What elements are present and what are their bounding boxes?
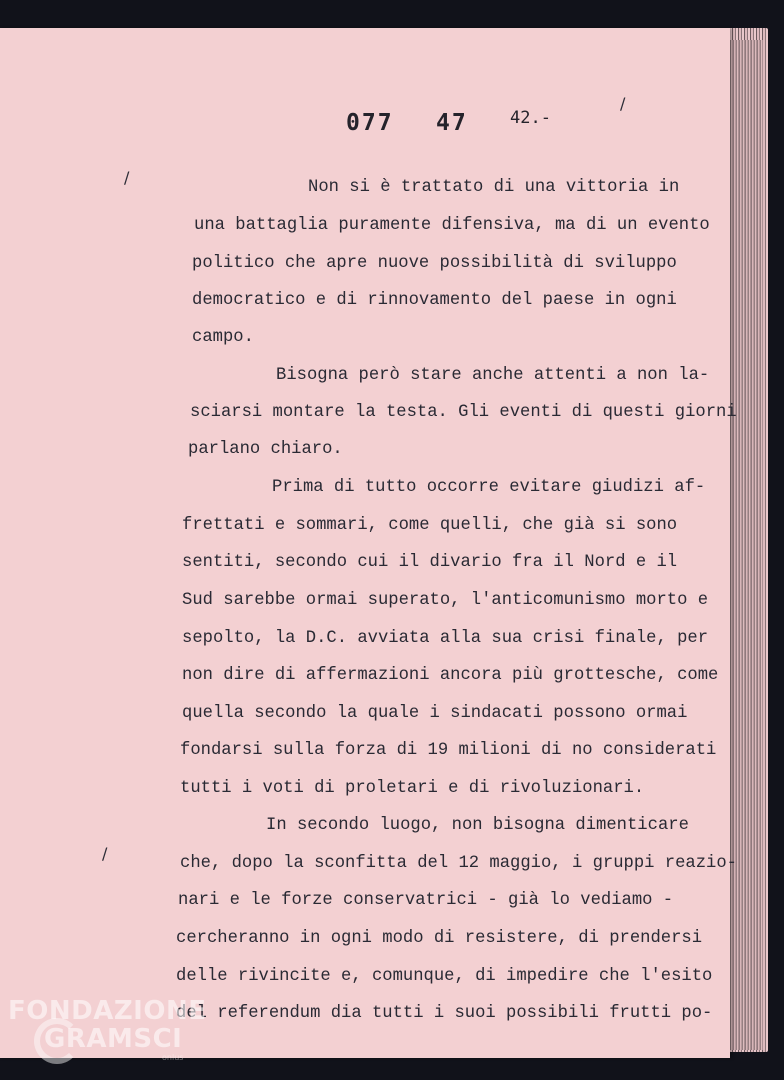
text-line: delle rivincite e, comunque, di impedire che l'esito (176, 967, 713, 986)
text-line: politico che apre nuove possibilità di sviluppo (192, 254, 677, 273)
watermark-small: onlus (162, 1053, 184, 1062)
text-line: quella secondo la quale i sindacati possono ormai (182, 704, 688, 723)
text-line: non dire di affermazioni ancora più grottesche, come (182, 666, 719, 685)
text-line: cercheranno in ogni modo di resistere, di prendersi (176, 929, 703, 948)
text-line: In secondo luogo, non bisogna dimenticare (266, 816, 689, 835)
archive-stamp-right: 47 (436, 110, 468, 136)
page-reference: 42.- (510, 108, 551, 128)
text-line: democratico e di rinnovamento del paese in ogni (192, 291, 677, 310)
text-line: tutti i voti di proletari e di rivoluzionari. (180, 779, 645, 798)
text-line: una battaglia puramente difensiva, ma di un evento (194, 216, 710, 235)
watermark (8, 998, 206, 1052)
watermark-line1: FONDAZIONE (8, 996, 207, 1026)
text-line: Prima di tutto occorre evitare giudizi af- (272, 478, 706, 497)
text-line: sciarsi montare la testa. Gli eventi di questi giorni (190, 403, 737, 422)
document-page (0, 28, 737, 1058)
watermark-line2: GRAMSCI (44, 1024, 183, 1054)
text-line: sentiti, secondo cui il divario fra il Nord e il (182, 553, 678, 572)
text-line: Sud sarebbe ormai superato, l'anticomunismo morto e (182, 591, 709, 610)
text-line: del referendum dia tutti i suoi possibili frutti po- (176, 1004, 713, 1023)
archive-stamp-left: 077 (346, 110, 394, 136)
text-line: che, dopo la sconfitta del 12 maggio, i gruppi reazio- (180, 854, 737, 873)
pencil-mark: / (102, 844, 108, 863)
page-stack-shadow (725, 40, 763, 1050)
text-line: parlano chiaro. (188, 440, 343, 459)
pencil-mark: / (124, 168, 130, 187)
text-line: Bisogna però stare anche attenti a non la- (276, 366, 710, 385)
text-line: Non si è trattato di una vittoria in (308, 178, 680, 197)
text-line: campo. (192, 328, 254, 347)
text-line: frettati e sommari, come quelli, che già si sono (182, 516, 678, 535)
text-line: sepolto, la D.C. avviata alla sua crisi finale, per (182, 629, 709, 648)
text-line: nari e le forze conservatrici - già lo vediamo - (178, 891, 674, 910)
pencil-mark: / (620, 94, 626, 113)
text-line: fondarsi sulla forza di 19 milioni di no considerati (180, 741, 717, 760)
